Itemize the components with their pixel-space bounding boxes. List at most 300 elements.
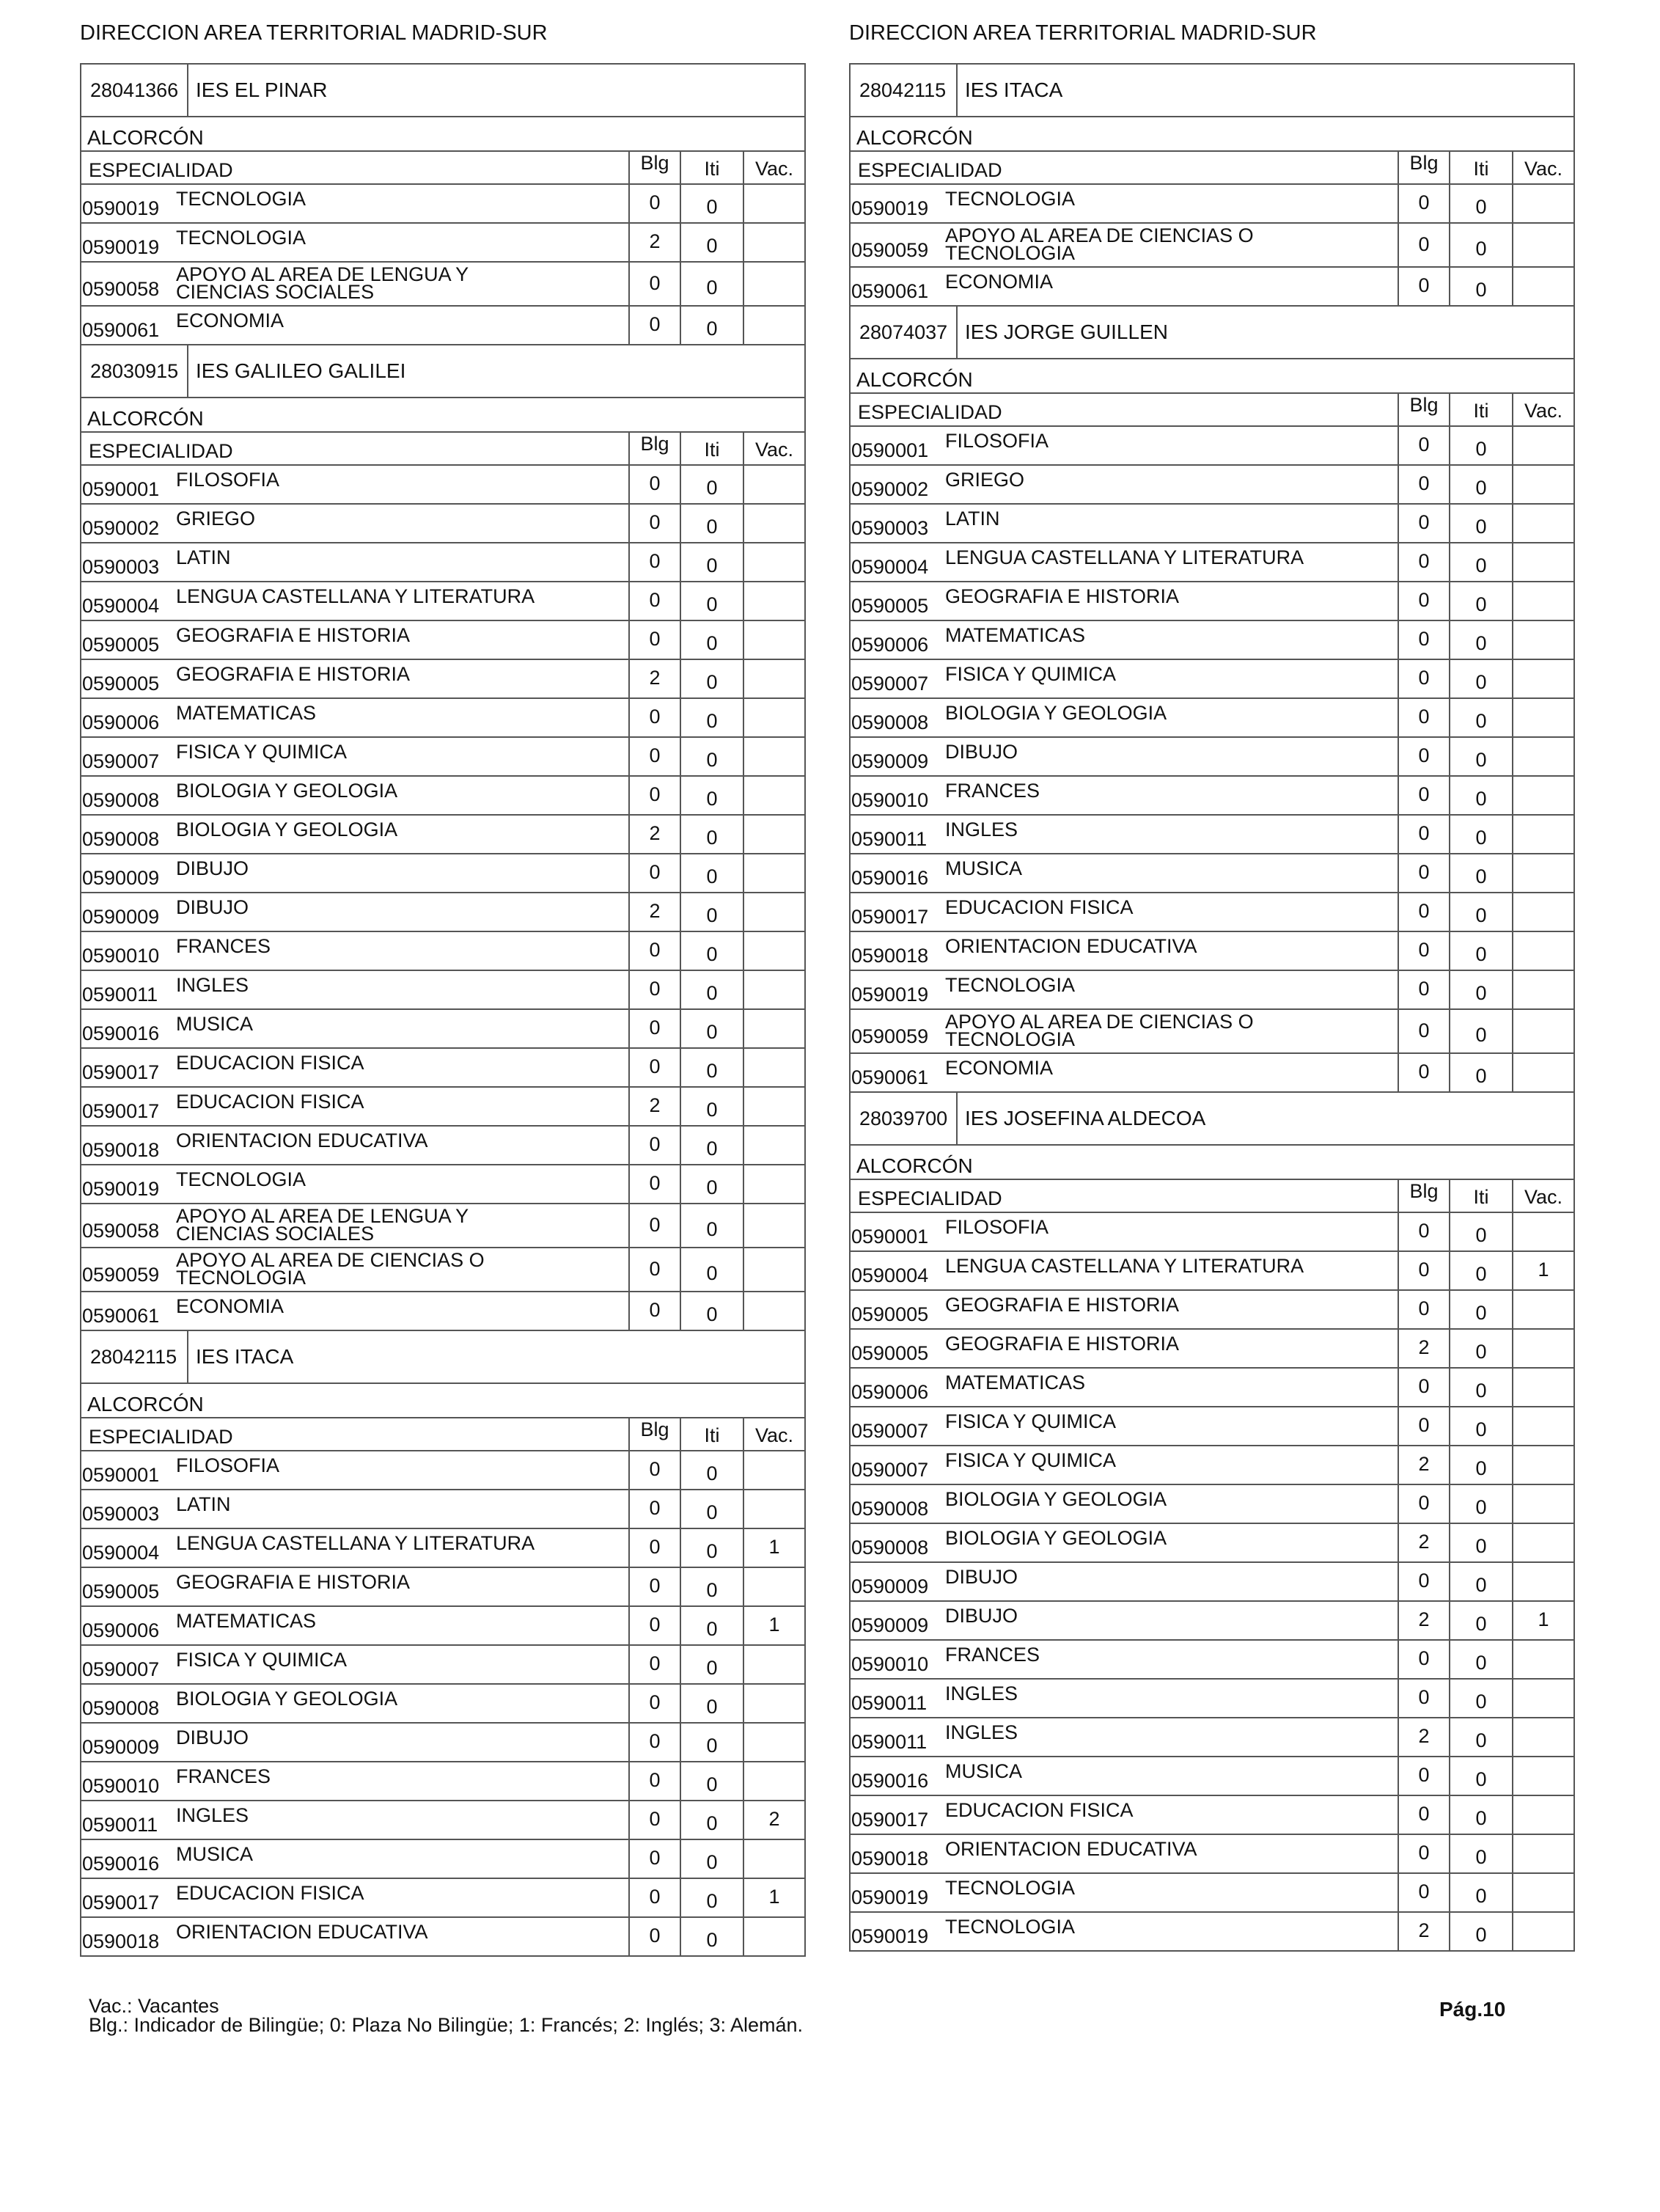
blg-cell: 2: [1398, 1913, 1449, 1950]
especialidad-name: TECNOLOGIA: [945, 973, 1076, 996]
especialidad-name: LENGUA CASTELLANA Y LITERATURA: [945, 546, 1304, 568]
especialidad-name: ECONOMIA: [176, 309, 284, 332]
blg-cell: 0: [1398, 1213, 1449, 1250]
vac-cell: [743, 854, 804, 892]
especialidad-code: 0590011: [851, 828, 928, 850]
especialidad-code: 0590007: [851, 1420, 929, 1442]
vac-cell: [1512, 185, 1573, 222]
header-iti: Iti: [680, 433, 743, 464]
vac-cell: [1512, 1010, 1573, 1052]
especialidad-cell: [81, 1840, 628, 1878]
especialidad-cell: [81, 1010, 628, 1047]
vac-cell: [743, 1724, 804, 1761]
table-row: [851, 699, 1573, 738]
school-name: IES ITACA: [965, 78, 1063, 101]
blg-cell: 0: [1398, 738, 1449, 775]
blg-cell: 0: [628, 307, 680, 344]
blg-cell: 2: [1398, 1602, 1449, 1639]
especialidad-name: MATEMATICAS: [176, 701, 317, 724]
table-row: [81, 1685, 804, 1724]
especialidad-cell: [81, 816, 628, 853]
especialidad-name: TECNOLOGIA: [176, 1168, 306, 1190]
iti-cell: 0: [1449, 582, 1512, 620]
table-header: [851, 1180, 1573, 1213]
blg-cell: 0: [1398, 1054, 1449, 1091]
especialidad-code: 0590007: [851, 1459, 929, 1481]
header-iti: Iti: [680, 1418, 743, 1450]
especialidad-code: 0590003: [82, 556, 160, 578]
vac-cell: [743, 1918, 804, 1955]
especialidad-cell: [851, 738, 1398, 775]
vac-cell: [1512, 816, 1573, 853]
especialidad-code: 0590016: [82, 1853, 160, 1875]
blg-cell: 0: [628, 1879, 680, 1916]
especialidad-cell: [851, 1835, 1398, 1872]
vac-cell: [743, 1049, 804, 1086]
blg-cell: 0: [628, 699, 680, 736]
vac-cell: [1512, 543, 1573, 581]
iti-cell: 0: [1449, 1835, 1512, 1872]
blg-cell: 0: [628, 1127, 680, 1164]
vac-cell: [743, 1646, 804, 1683]
vac-cell: [1512, 699, 1573, 736]
especialidad-code: 0590061: [82, 1305, 160, 1327]
especialidad-cell: [81, 1292, 628, 1330]
blg-cell: 0: [1398, 1641, 1449, 1678]
table-row: [851, 185, 1573, 224]
especialidad-name: LATIN: [176, 546, 231, 568]
especialidad-cell: [81, 699, 628, 736]
vac-cell: [1512, 1213, 1573, 1250]
schools-box: [80, 63, 806, 1957]
especialidad-name: EDUCACION FISICA: [176, 1051, 364, 1074]
blg-cell: 0: [628, 1646, 680, 1683]
especialidad-name: TECNOLOGIA: [176, 187, 306, 210]
vac-cell: [743, 505, 804, 542]
table-row: [851, 816, 1573, 854]
table-row: [81, 1292, 804, 1331]
vac-cell: [1512, 621, 1573, 659]
vac-cell: [1512, 1407, 1573, 1445]
table-row: [851, 621, 1573, 660]
especialidad-code: 0590004: [851, 1264, 929, 1286]
especialidad-cell: [81, 1918, 628, 1955]
blg-cell: 0: [1398, 427, 1449, 464]
table-row: [81, 1801, 804, 1840]
school-name: IES JOSEFINA ALDECOA: [965, 1107, 1206, 1129]
especialidad-code: 0590011: [851, 1692, 928, 1714]
table-row: [851, 1446, 1573, 1485]
especialidad-name: MUSICA: [176, 1012, 254, 1035]
vac-cell: [743, 1451, 804, 1489]
header-blg: Blg: [1398, 394, 1449, 425]
blg-cell: 0: [1398, 1563, 1449, 1600]
iti-cell: 0: [680, 1049, 743, 1086]
blg-cell: 0: [1398, 816, 1449, 853]
especialidad-name: APOYO AL AREA DE CIENCIAS O TECNOLOGIA: [945, 1011, 1254, 1050]
vac-cell: 1: [743, 1879, 804, 1916]
iti-cell: 0: [1449, 1485, 1512, 1523]
vac-cell: [743, 1088, 804, 1125]
especialidad-cell: [851, 1291, 1398, 1328]
vac-cell: [1512, 1680, 1573, 1717]
especialidad-name: TECNOLOGIA: [945, 1876, 1076, 1899]
especialidad-cell: [851, 621, 1398, 659]
vac-cell: [1512, 1835, 1573, 1872]
iti-cell: 0: [680, 1204, 743, 1247]
table-header: [81, 433, 804, 466]
vac-cell: [743, 466, 804, 503]
table-row: [81, 466, 804, 505]
table-row: [81, 1646, 804, 1685]
vac-cell: 1: [1512, 1602, 1573, 1639]
blg-cell: 0: [1398, 1757, 1449, 1795]
vac-cell: [743, 1292, 804, 1330]
table-row: [851, 224, 1573, 268]
especialidad-code: 0590001: [82, 1464, 160, 1486]
especialidad-code: 0590005: [851, 595, 929, 617]
especialidad-cell: [851, 466, 1398, 503]
vac-cell: [743, 932, 804, 970]
especialidad-code: 0590001: [851, 439, 929, 461]
table-row: [81, 1918, 804, 1957]
especialidad-cell: [81, 777, 628, 814]
header-especialidad: ESPECIALIDAD: [89, 159, 233, 181]
blg-cell: 0: [628, 621, 680, 659]
blg-cell: 0: [628, 1490, 680, 1528]
especialidad-code: 0590006: [851, 634, 929, 656]
header-iti: Iti: [1449, 394, 1512, 425]
especialidad-cell: [81, 1724, 628, 1761]
school-code: 28042115: [81, 1331, 188, 1382]
table-row: [851, 582, 1573, 621]
vac-cell: [743, 1127, 804, 1164]
especialidad-cell: [851, 660, 1398, 697]
school-city: ALCORCÓN: [81, 1384, 804, 1418]
especialidad-name: GEOGRAFIA E HISTORIA: [176, 623, 411, 646]
header-blg: Blg: [628, 433, 680, 464]
blg-cell: 0: [1398, 854, 1449, 892]
iti-cell: 0: [680, 1840, 743, 1878]
especialidad-code: 0590001: [851, 1226, 929, 1248]
especialidad-name: APOYO AL AREA DE LENGUA Y CIENCIAS SOCIALES: [176, 1205, 469, 1245]
especialidad-code: 0590017: [82, 1100, 160, 1122]
especialidad-name: FILOSOFIA: [945, 1215, 1049, 1238]
vac-cell: [743, 1490, 804, 1528]
especialidad-name: ORIENTACION EDUCATIVA: [945, 1837, 1197, 1860]
iti-cell: 0: [1449, 185, 1512, 222]
blg-cell: 0: [628, 543, 680, 581]
header-especialidad: ESPECIALIDAD: [858, 159, 1002, 181]
blg-cell: 0: [628, 1762, 680, 1800]
blg-cell: 0: [1398, 466, 1449, 503]
especialidad-code: 0590010: [851, 789, 929, 811]
table-row: [81, 971, 804, 1010]
vac-cell: [1512, 1054, 1573, 1091]
especialidad-code: 0590009: [82, 1736, 160, 1758]
especialidad-name: DIBUJO: [945, 1565, 1018, 1588]
table-row: [851, 1330, 1573, 1369]
vac-cell: [743, 816, 804, 853]
table-row: [851, 660, 1573, 699]
iti-cell: 0: [1449, 699, 1512, 736]
iti-cell: 0: [680, 932, 743, 970]
especialidad-cell: [81, 543, 628, 581]
especialidad-code: 0590009: [82, 867, 160, 889]
table-row: [81, 1088, 804, 1127]
blg-cell: 0: [1398, 505, 1449, 542]
especialidad-code: 0590008: [851, 1537, 929, 1559]
school-code: 28030915: [81, 345, 188, 397]
table-row: [81, 660, 804, 699]
especialidad-cell: [851, 1563, 1398, 1600]
especialidad-cell: [81, 854, 628, 892]
table-row: [851, 1874, 1573, 1913]
table-row: [81, 777, 804, 816]
especialidad-name: INGLES: [176, 1803, 249, 1826]
vac-cell: [1512, 1874, 1573, 1911]
especialidad-cell: [851, 1641, 1398, 1678]
especialidad-cell: [81, 263, 628, 305]
especialidad-code: 0590011: [82, 984, 158, 1006]
header-iti: Iti: [680, 152, 743, 183]
iti-cell: 0: [1449, 505, 1512, 542]
table-row: [81, 1451, 804, 1490]
especialidad-code: 0590008: [851, 711, 929, 733]
iti-cell: 0: [1449, 1874, 1512, 1911]
blg-cell: 0: [628, 971, 680, 1008]
vac-cell: [743, 1568, 804, 1605]
table-row: [851, 1563, 1573, 1602]
iti-cell: 0: [1449, 1524, 1512, 1561]
blg-cell: 0: [628, 263, 680, 305]
especialidad-cell: [851, 1213, 1398, 1250]
especialidad-cell: [851, 543, 1398, 581]
especialidad-code: 0590059: [851, 238, 929, 261]
table-row: [851, 738, 1573, 777]
iti-cell: 0: [680, 1451, 743, 1489]
especialidad-cell: [851, 1054, 1398, 1091]
blg-cell: 0: [628, 1801, 680, 1839]
iti-cell: 0: [680, 1127, 743, 1164]
especialidad-cell: [81, 1248, 628, 1291]
especialidad-name: ORIENTACION EDUCATIVA: [945, 934, 1197, 957]
especialidad-cell: [81, 1529, 628, 1567]
especialidad-cell: [851, 1010, 1398, 1052]
table-row: [81, 263, 804, 307]
especialidad-cell: [81, 932, 628, 970]
especialidad-cell: [851, 582, 1398, 620]
especialidad-name: INGLES: [945, 1682, 1018, 1704]
table-row: [81, 1049, 804, 1088]
especialidad-cell: [851, 1407, 1398, 1445]
table-row: [851, 854, 1573, 893]
especialidad-name: GEOGRAFIA E HISTORIA: [176, 662, 411, 685]
area-title: DIRECCION AREA TERRITORIAL MADRID-SUR: [80, 21, 548, 45]
vac-cell: [743, 621, 804, 659]
blg-cell: 2: [1398, 1718, 1449, 1756]
iti-cell: 0: [680, 307, 743, 344]
especialidad-name: FRANCES: [176, 1765, 271, 1787]
blg-cell: 0: [1398, 1796, 1449, 1834]
especialidad-code: 0590017: [82, 1061, 160, 1083]
school-header: [81, 65, 804, 117]
especialidad-cell: [851, 1602, 1398, 1639]
blg-cell: 0: [1398, 971, 1449, 1008]
especialidad-cell: [81, 660, 628, 697]
especialidad-cell: [81, 1646, 628, 1683]
iti-cell: 0: [680, 582, 743, 620]
school-city: ALCORCÓN: [81, 117, 804, 152]
table-header: [851, 152, 1573, 185]
blg-cell: 0: [628, 1568, 680, 1605]
especialidad-code: 0590004: [82, 595, 160, 617]
iti-cell: 0: [1449, 1213, 1512, 1250]
especialidad-code: 0590058: [82, 277, 160, 300]
especialidad-code: 0590019: [851, 1925, 929, 1947]
table-row: [81, 1529, 804, 1568]
vac-cell: [743, 971, 804, 1008]
iti-cell: 0: [1449, 1252, 1512, 1289]
table-row: [851, 466, 1573, 505]
blg-cell: 2: [1398, 1446, 1449, 1484]
school-name: IES GALILEO GALILEI: [196, 359, 406, 382]
especialidad-code: 0590019: [851, 984, 929, 1006]
iti-cell: 0: [680, 1568, 743, 1605]
iti-cell: 0: [1449, 1054, 1512, 1091]
especialidad-cell: [81, 1801, 628, 1839]
table-row: [851, 971, 1573, 1010]
table-row: [851, 1010, 1573, 1054]
especialidad-code: 0590005: [851, 1342, 929, 1364]
table-row: [81, 582, 804, 621]
iti-cell: 0: [680, 543, 743, 581]
table-row: [851, 1641, 1573, 1680]
table-header: [81, 1418, 804, 1451]
table-row: [851, 1213, 1573, 1252]
especialidad-code: 0590001: [82, 478, 160, 500]
especialidad-code: 0590018: [82, 1139, 160, 1161]
especialidad-cell: [81, 621, 628, 659]
header-iti: Iti: [1449, 1180, 1512, 1212]
blg-cell: 0: [628, 1248, 680, 1291]
iti-cell: 0: [680, 466, 743, 503]
blg-cell: 0: [628, 1685, 680, 1722]
especialidad-code: 0590007: [82, 1658, 160, 1680]
blg-cell: 2: [1398, 1330, 1449, 1367]
especialidad-code: 0590019: [82, 1178, 160, 1200]
especialidad-code: 0590010: [851, 1653, 929, 1675]
especialidad-name: ECONOMIA: [945, 270, 1054, 293]
table-row: [851, 1054, 1573, 1093]
especialidad-name: MUSICA: [945, 857, 1023, 879]
especialidad-cell: [851, 505, 1398, 542]
especialidad-cell: [851, 185, 1398, 222]
vac-cell: [1512, 1485, 1573, 1523]
especialidad-cell: [851, 699, 1398, 736]
especialidad-name: APOYO AL AREA DE CIENCIAS O TECNOLOGIA: [176, 1249, 485, 1289]
blg-cell: 0: [1398, 185, 1449, 222]
especialidad-code: 0590018: [82, 1930, 160, 1952]
school-name: IES JORGE GUILLEN: [965, 321, 1168, 343]
especialidad-code: 0590009: [851, 1614, 929, 1636]
table-row: [81, 621, 804, 660]
header-blg: Blg: [1398, 152, 1449, 183]
school-header: [81, 345, 804, 398]
especialidad-name: GEOGRAFIA E HISTORIA: [945, 1293, 1180, 1316]
vac-cell: [1512, 224, 1573, 266]
especialidad-code: 0590006: [82, 1619, 160, 1641]
blg-cell: 0: [1398, 1291, 1449, 1328]
especialidad-code: 0590016: [82, 1022, 160, 1044]
especialidad-code: 0590005: [851, 1303, 929, 1325]
especialidad-name: FISICA Y QUIMICA: [176, 740, 348, 763]
school-code: 28039700: [851, 1093, 958, 1144]
table-row: [81, 738, 804, 777]
table-row: [851, 427, 1573, 466]
blg-cell: 0: [628, 854, 680, 892]
iti-cell: 0: [1449, 224, 1512, 266]
especialidad-name: GEOGRAFIA E HISTORIA: [176, 1570, 411, 1593]
blg-cell: 0: [628, 1010, 680, 1047]
especialidad-name: ECONOMIA: [176, 1294, 284, 1317]
especialidad-cell: [851, 1757, 1398, 1795]
blg-cell: 2: [628, 660, 680, 697]
especialidad-cell: [851, 777, 1398, 814]
header-vac: Vac.: [1512, 1180, 1573, 1212]
vac-cell: [743, 224, 804, 261]
especialidad-code: 0590061: [82, 319, 160, 341]
blg-cell: 0: [1398, 1835, 1449, 1872]
school-city: ALCORCÓN: [81, 398, 804, 433]
especialidad-code: 0590005: [82, 673, 160, 695]
iti-cell: 0: [680, 1724, 743, 1761]
school-header: [81, 1331, 804, 1384]
header-blg: Blg: [628, 152, 680, 183]
table-row: [81, 1607, 804, 1646]
especialidad-name: EDUCACION FISICA: [945, 896, 1134, 918]
legend-vac: Vac.: Vacantes: [89, 1995, 219, 2017]
especialidad-cell: [81, 1879, 628, 1916]
especialidad-code: 0590017: [851, 1809, 929, 1831]
schools-box: [849, 63, 1575, 1952]
iti-cell: 0: [1449, 893, 1512, 931]
iti-cell: 0: [1449, 777, 1512, 814]
blg-cell: 0: [1398, 1010, 1449, 1052]
especialidad-code: 0590011: [82, 1814, 158, 1836]
especialidad-cell: [81, 224, 628, 261]
especialidad-cell: [851, 1718, 1398, 1756]
especialidad-code: 0590005: [82, 634, 160, 656]
vac-cell: [743, 1165, 804, 1203]
especialidad-name: DIBUJO: [945, 1604, 1018, 1627]
especialidad-cell: [851, 932, 1398, 970]
iti-cell: 0: [680, 738, 743, 775]
blg-cell: 0: [1398, 893, 1449, 931]
iti-cell: 0: [1449, 1757, 1512, 1795]
blg-cell: 0: [628, 466, 680, 503]
table-row: [81, 1490, 804, 1529]
vac-cell: 1: [743, 1607, 804, 1644]
especialidad-code: 0590006: [851, 1381, 929, 1403]
footer-legend: [89, 1996, 803, 2035]
especialidad-cell: [851, 1330, 1398, 1367]
especialidad-code: 0590016: [851, 867, 929, 889]
iti-cell: 0: [680, 699, 743, 736]
iti-cell: 0: [1449, 1407, 1512, 1445]
blg-cell: 0: [628, 1607, 680, 1644]
iti-cell: 0: [1449, 854, 1512, 892]
